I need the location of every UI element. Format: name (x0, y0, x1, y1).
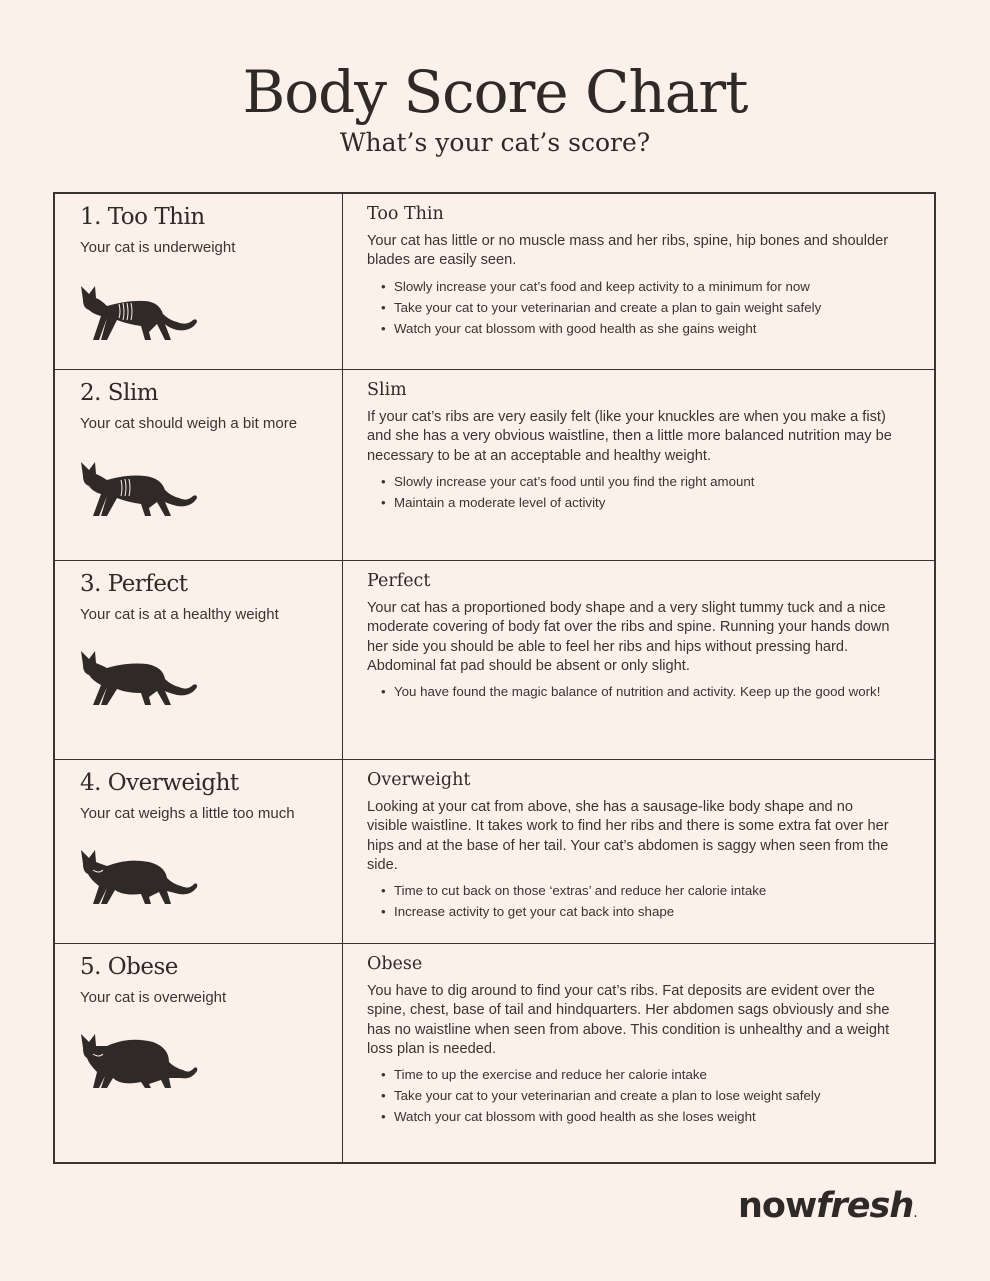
tip-item: • Watch your cat blossom with good health as she loses weight (381, 1108, 886, 1125)
tip-item: • Slowly increase your cat’s food and keep activity to a minimum for now (381, 278, 886, 295)
detail-heading: Too Thin (367, 204, 444, 224)
body-score-table (53, 192, 936, 1164)
tip-item: • Increase activity to get your cat back into shape (381, 903, 886, 920)
score-summary: Your cat weighs a little too much (80, 805, 295, 822)
detail-cell (343, 370, 934, 560)
score-title: 1. Too Thin (80, 204, 205, 230)
tip-list (381, 473, 886, 515)
score-title: 2. Slim (80, 380, 159, 406)
score-row-too-thin (55, 194, 934, 370)
score-summary: Your cat is at a healthy weight (80, 606, 279, 623)
score-cell (55, 944, 343, 1162)
page-title: Body Score Chart (242, 58, 748, 126)
tip-item: • Slowly increase your cat’s food until you find the right amount (381, 473, 886, 490)
score-title: 3. Perfect (80, 571, 188, 597)
score-summary: Your cat is overweight (80, 989, 227, 1006)
tip-list (381, 882, 886, 924)
cat-perfect-icon (77, 645, 199, 707)
logo-word-fresh: fresh (816, 1186, 914, 1226)
logo-word-now: now (738, 1186, 817, 1226)
detail-description: Looking at your cat from above, she has a sausage-like body shape and no visible waistline. It takes work to find her ribs and there is some extra fat over her hips and at the base of her tail. Your cat’s abdomen is saggy when seen from the side. (367, 799, 889, 874)
score-cell (55, 561, 343, 759)
detail-description: Your cat has a proportioned body shape and a very slight tummy tuck and a nice moderate covering of body fat over the ribs and spine. Running your hands down her side you should be able to feel her ribs and hips without pressing hard. Abdominal fat pad should be absent or only slight. (367, 600, 890, 675)
cat-obese-icon (77, 1028, 199, 1090)
score-row-perfect (55, 561, 934, 760)
score-cell (55, 194, 343, 369)
score-row-slim (55, 370, 934, 561)
cat-overweight-icon (77, 844, 199, 906)
score-row-overweight (55, 760, 934, 944)
detail-description: Your cat has little or no muscle mass and her ribs, spine, hip bones and shoulder blades are easily seen. (367, 233, 889, 269)
tip-item: • Maintain a moderate level of activity (381, 494, 886, 511)
score-title: 4. Overweight (80, 770, 239, 796)
detail-cell (343, 760, 934, 943)
tip-item: • Take your cat to your veterinarian and create a plan to lose weight safely (381, 1087, 886, 1104)
detail-cell (343, 194, 934, 369)
tip-item: • Take your cat to your veterinarian and create a plan to gain weight safely (381, 299, 886, 316)
tip-list (381, 1066, 886, 1129)
detail-cell (343, 561, 934, 759)
score-cell (55, 370, 343, 560)
tip-item: • You have found the magic balance of nutrition and activity. Keep up the good work! (381, 683, 886, 700)
detail-heading: Obese (367, 954, 423, 974)
score-title: 5. Obese (80, 954, 178, 980)
score-summary: Your cat is underweight (80, 239, 236, 256)
logo-mark: . (913, 1205, 917, 1221)
score-summary: Your cat should weigh a bit more (80, 415, 298, 432)
score-cell (55, 760, 343, 943)
page-subtitle: What’s your cat’s score? (339, 128, 651, 157)
cat-thin-icon (77, 280, 199, 342)
detail-heading: Slim (367, 380, 407, 400)
tip-list (381, 278, 886, 341)
tip-item: • Time to cut back on those ‘extras’ and reduce her calorie intake (381, 882, 886, 899)
detail-description: If your cat’s ribs are very easily felt (like your knuckles are when you make a fist) and she has a very obvious waistline, then a little more balanced nutrition may be necessary to be at an acceptable and healthy weight. (367, 409, 892, 464)
tip-item: • Watch your cat blossom with good health as she gains weight (381, 320, 886, 337)
detail-description: You have to dig around to find your cat’s ribs. Fat deposits are evident over the spine, chest, base of tail and hindquarters. Her abdomen sags obviously and she has no waistline when seen from above. This condition is unhealthy and a weight loss plan is needed. (367, 983, 890, 1058)
detail-cell (343, 944, 934, 1162)
tip-item: • Time to up the exercise and reduce her calorie intake (381, 1066, 886, 1083)
detail-heading: Overweight (367, 770, 471, 790)
score-row-obese (55, 944, 934, 1162)
cat-slim-icon (77, 456, 199, 518)
detail-heading: Perfect (367, 571, 431, 591)
nowfresh-logo (738, 1186, 938, 1230)
tip-list (381, 683, 886, 704)
